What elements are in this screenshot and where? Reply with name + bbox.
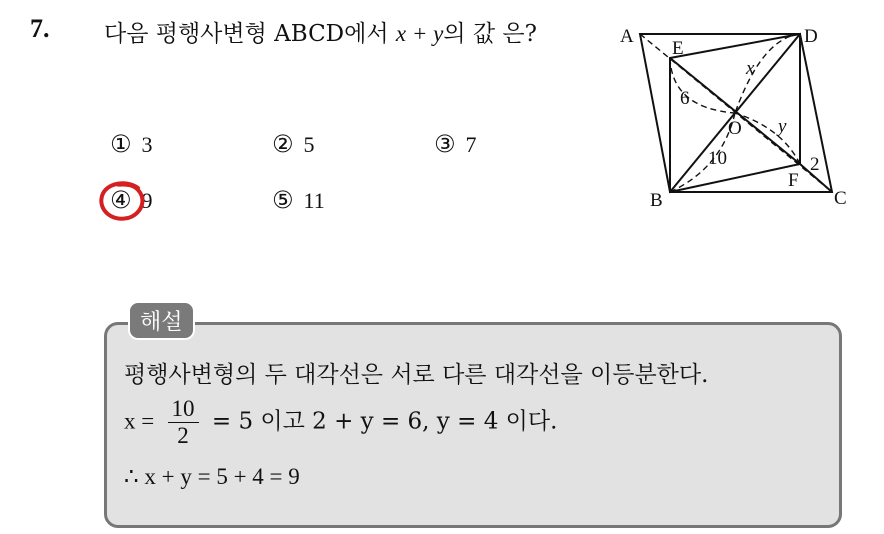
question-text-after: 의 값 은? [443, 21, 537, 47]
choice-2-symbol: ② [272, 130, 294, 158]
choice-5-value: 11 [303, 188, 325, 213]
label-c: C [834, 188, 847, 209]
label-b: B [650, 190, 663, 211]
question-math: x + y [395, 21, 444, 46]
choice-4-symbol: ④ [110, 186, 132, 214]
solution-tag: 해설 [128, 301, 195, 340]
choice-3-symbol: ③ [434, 130, 456, 158]
label-ten: 10 [708, 148, 727, 169]
choice-5-symbol: ⑤ [272, 186, 294, 214]
label-f: F [788, 170, 799, 191]
answer-circle-mark [98, 180, 152, 224]
question-text [104, 14, 594, 54]
solution-line-3: ∴ x + y = 5 + 4 = 9 [124, 464, 300, 489]
fraction-numerator: 10 [168, 396, 199, 423]
choice-1[interactable] [110, 130, 153, 158]
label-d: D [804, 26, 818, 47]
choice-1-value: 3 [141, 132, 153, 157]
label-o: O [728, 118, 742, 139]
choice-5[interactable] [272, 186, 325, 214]
label-two: 2 [810, 154, 820, 175]
label-e: E [672, 38, 684, 59]
choice-3[interactable] [434, 130, 477, 158]
choice-3-value: 7 [465, 132, 477, 157]
fraction [168, 396, 199, 449]
question-text-before: 다음 평행사변형 ABCD에서 [104, 21, 396, 47]
label-a: A [620, 26, 634, 47]
fraction-denominator: 2 [177, 423, 189, 448]
parallelogram-figure [612, 18, 862, 218]
label-y: y [778, 116, 787, 137]
choice-2-value: 5 [303, 132, 315, 157]
solution-line-2 [124, 396, 557, 449]
solution-line-2-rest: = 5 이고 2 + y = 6, y = 4 이다. [211, 408, 558, 435]
choice-1-symbol: ① [110, 130, 132, 158]
label-x: x [746, 58, 755, 79]
question-number: 7. [30, 14, 50, 43]
choice-2[interactable] [272, 130, 315, 158]
label-six: 6 [680, 88, 690, 109]
choice-4-value: 9 [141, 188, 153, 213]
solution-line-2-lhs: x = [124, 408, 155, 434]
solution-line-1: 평행사변형의 두 대각선은 서로 다른 대각선을 이등분한다. [124, 362, 709, 388]
